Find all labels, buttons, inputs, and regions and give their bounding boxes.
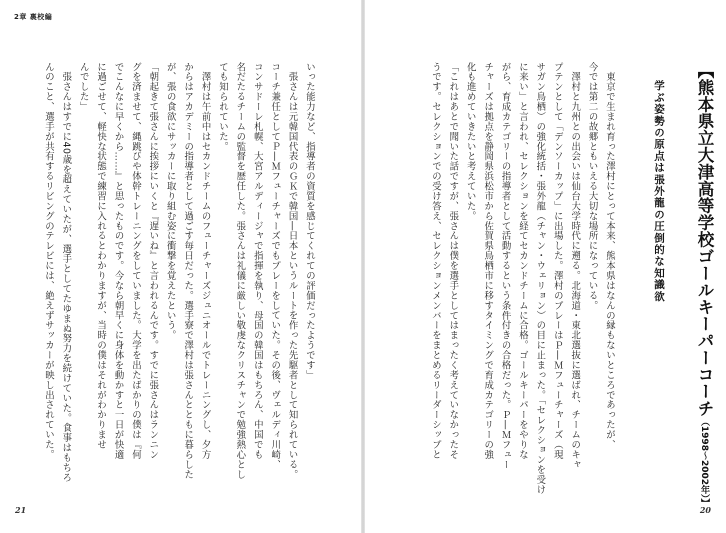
section-title-years: （1998〜2002年）】 [699,416,709,508]
left-page-body-text: いった能力など、指導者の資質を感じてくれての評価だったようです」 張さんは元韓国代表のＧＫで韓国―日本というルートを作った先駆者として知られている。 コーチ兼任としてＰ―Ｍフューチャーズでもプレーをしていた。その後、ヴェルディ川崎、 コンサドーレ札幌、大宮アルディージャで指揮を執り、母国の韓国はもちろん、中国でも 名だたるチームの監督を歴任した。張さんは礼儀に厳しい敬虔なクリスチャンで勉強熱心とし ても知られていた。 澤村は午前中はセカンドチームのフューチャーズジュニオールでトレーニングし、夕方 からはアカデミーの指導者として過ごす毎日だった。選手寮で澤村は張さんとともに暮らした が、張の食欲にサッカーに取り組む姿に衝撃を覚えたという。 「朝起きて張さんに挨拶にいくと『遅いね』と言われるんです。すでに張さんはランニン グを済ませて、縄跳びや体幹トレーニングをしていました。大学を出たばかりの僕は『何 でこんなに早くから……』と思ったものです。今なら朝早くに身体を動かすと一日が快適 に過ごせて、軽快な状態で練習に入れるとわかりますが、当時の僕はそれがわかりませ んでした」 張さんはすでに40歳を超えていたが、選手としてたゆまぬ努力を続けていた。食事はもちろ んのこと、選手が共有するリビングのテレビには、絶えずサッカーが映し出されていた。 [42,62,315,483]
page-number-right: 20 [699,505,711,515]
left-page [0,0,362,533]
section-subheading: 学ぶ姿勢の原点は張外龍の圧倒的な知識欲 [653,80,665,303]
right-page [364,0,726,533]
section-title [694,62,714,508]
right-page-body-text: 東京で生まれ育った澤村にとって本来、熊本県はなんの縁もないところであったが、 今では第二の故郷ともいえる大切な場所になっている。 澤村と九州との出会いは仙台大学時代に遡る。北海道・東北選抜に選ばれ、チームのキャ プテンとして「デンソーカップ」に出場した。澤村のプレーはＰ―Ｍフューチャーズ（現 サガン鳥栖）の強化統括・張外龍（チャン・ウェリョン）の目に止まった。「セレクションを受け に来い」と言われ、セレクションを経てセカンドチームに合格。ゴールキーパーをやりな がら、育成カテゴリーの指導者として活動するという条件付きの合格だった。Ｐ―Ｍフュー チャーズは拠点を静岡県浜松市から佐賀県鳥栖市に移すタイミングで育成カテゴリーの強 化も進めていきたいと考えていた。 「これはあとで聞いた話ですが、張さんは僕を選手としてはまったく考えていなかったそ うです。セレクションでの受け答え、セレクションメンバーをまとめるリーダーシップと [429,62,615,495]
section-title-main: 【熊本県立大津高等学校ゴールキーパーコーチ [695,62,714,417]
page-number-left: 21 [15,505,27,515]
running-head: 2章 裏校編 [14,13,53,21]
